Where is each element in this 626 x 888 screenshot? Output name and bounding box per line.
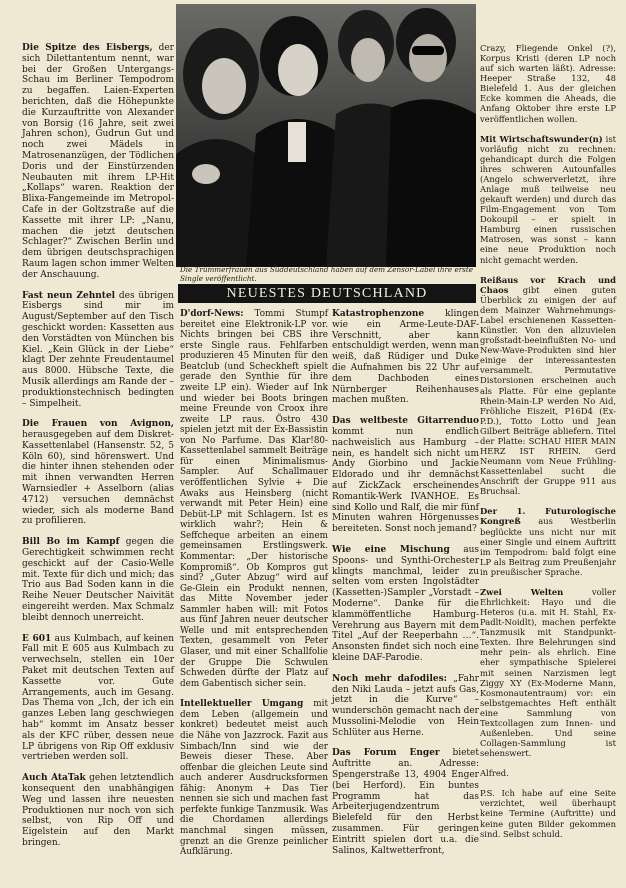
article-text: des übrigen Eisbergs sind mir im August/September auf den Tisch geschickt worden: Kassetten aus den Vorstädten von München bis Kiel. „Kein Glück in der Liebe“ klagt Der zehnte Freudentaumel aus 8000. Hübsche Texte, die Musik allerdings am Rande der – produktionstechnisch bedingten – Simpelheit. [22, 290, 174, 409]
article-text: voller Ehrlichkeit: Hayo und die Heteros (u.a. mit H. Stahl, Ex-Padlt-Noidlt), machen perfekte Tanzmusik mit Standpunkt-Texten. Ihre Belehrungen sind mehr pein- als ehrlich. Eine eher sympathische Spielerei mit seinen Narzismen legt Ziggy XY (Ex-Moderne Mann, Kosmonautentraum) vor: ein selbstgemachtes Heft enthält eine Sammlung von Textcollagen zum Innen- und Außenleben. Und seine Collagen-Sammlung ist sehenswert. [480, 586, 616, 759]
article-text: kommt nun endlich nachweislich aus Hamburg – nein, es handelt sich nicht um Andy Giorbino und Jackie Eldorado und ihr demnächst auf ZickZack erscheinendes Romantik-Werk IVANHOE. Es sind Kollo und Ralf, die mir fünf Minuten wahren Hörgenusses bereiteten. Sonst noch jemand? [332, 426, 479, 535]
article [332, 674, 479, 739]
photo-caption: Die Trümmerfrauen aus Süddeutschland haben auf dem Zensor-Label ihre erste Single veröffentlicht. [180, 265, 473, 283]
article [480, 275, 616, 497]
article [180, 309, 328, 689]
article-headline: Die Spitze des Eisbergs, [22, 43, 153, 53]
article [332, 309, 479, 406]
article-headline: Das weltbeste Gitarrenduo [332, 416, 479, 427]
article-headline: Noch mehr dafodiles: [332, 673, 447, 684]
article-text: gibt einen guten Überblick zu einigen der auf dem Mainzer Wahrnehmungs-Label erschienenen Kassetten-Künstler. Von den allzuvielen großstadt-beeinflußten No- und New-Wave-Produkten sind hier einige der interessantesten versammelt. Permutative Distorsionen erscheinen auch als Platte. Für eine geplante Rhein-Main-LP werden No Aid, Fröhliche Eiszeit, P16D4 (Ex-P.D.), Totto Lotto und Jean Gilbert Beiträge abliefern. Titel der Platte: SCHAU HIER MAIN HERZ IST RHEIN. Gerd Neumann vom Neue Frühling-Kassettenlabel sucht die Anschrift der Gruppe 911 aus Bruchsal. [480, 284, 616, 497]
column-1 [22, 43, 174, 859]
article [332, 416, 479, 535]
article-headline: Reißaus vor Krach und Chaos [480, 274, 616, 295]
article-text: herausgegeben auf dem Diskret-Kassettenlabel (Hansenstr. 52, 5 Köln 60), sind hörenswert. Und die hinter ihnen stehenden oder mit ihnen verwandten Herren Warnsiedler + Asselborn (alias 4712) versuchen demnächst wieder, sich als moderne Band zu profilieren. [22, 430, 174, 527]
article-text: gegen die Gerechtigkeit schwimmen recht geschickt auf der Casio-Welle mit. Texte für dich und mich; das Trio aus Bad Soden kann in die Reihe Neuer Deutscher Naivität eingereiht werden. Max Schmalz bleibt dennoch unerreicht. [22, 537, 174, 623]
article-headline: Mit Wirtschaftswunder(n) [480, 133, 603, 144]
article-text: aus Spoons- und Synthi-Orchester klingts manchmal, leider zu selten vom ersten Ingolstädter (Kassetten-)Sampler „Vorstadt – Moderne“. Danke für die klammöffentliche Hamburg-Verehrung aus Bayern mit dem Titel „Auf der Reeperbahn …“. Ansonsten findet sich noch eine kleine DAF-Parodie. [332, 544, 479, 663]
article-text: Crazy, Fliegende Onkel (?), Korpus Kristi (deren LP noch auf sich warten läßt). Adresse: Heeper Straße 132, 48 Bielefeld 1. Aus der gleichen Ecke kommen die Aheads, die Anfang Oktober ihre erste LP veröffentlichen wollen. [480, 43, 616, 124]
article [480, 134, 616, 265]
column-3 [332, 309, 479, 866]
article-headline: Fast neun Zehntel [22, 290, 116, 301]
column-2 [180, 309, 328, 868]
article [22, 419, 174, 527]
article-headline: Intellektueller Umgang [180, 699, 304, 710]
article [22, 537, 174, 623]
article-text: ist vorläufig nicht zu rechnen: gehandicapt durch die Folgen ihres schweren Autounfalles (Angelo schwerverletzt, ihre Anlage muß teilweise neu gekauft werden) und durch das Film-Engagement von Tom Dokoupil – er spielt in Hamburg einen russischen Matrosen, was sonst – kann eine neue Produktion noch nicht gemacht werden. [480, 133, 616, 265]
article-text: „Fahr den Niki Lauda – jetzt aufs Gas, jetzt in die Kurve“ – wunderschön gemacht nach der Mussolini-Melodie von Hein Schlüter aus Herne. [332, 673, 479, 738]
article-headline: Katastrophenzone [332, 309, 425, 319]
article-headline: D'dorf-News: [180, 309, 244, 319]
article-headline: Die Frauen von Avignon, [22, 419, 174, 430]
article [180, 699, 328, 857]
article-text: aus Westberlin beglückte uns nicht nur mit einer Single und einem Auftritt im Tempodrom: bald folgt eine LP als Beitrag zum Preußenjahr in preußischer Sprache. [480, 516, 616, 577]
article [22, 43, 174, 281]
article-headline: Das Forum Enger [332, 748, 440, 759]
article [480, 506, 616, 577]
article [480, 43, 616, 124]
article-headline: E 601 [22, 633, 52, 644]
section-banner: NEUESTES DEUTSCHLAND [178, 284, 476, 303]
article-headline: Zwei Welten [480, 586, 564, 597]
article-text: klingen wie ein Arme-Leute-DAF-Verschnitt, aber kann entschuldigt werden, wenn man weiß, daß Rüdiger und Duke die Aufnahmen bis 22 Uhr auf dem Dachboden eines Nürnberger Reihenhauses machen mußten. [332, 309, 479, 406]
article [22, 634, 174, 764]
article-text: bietet Auftritte an. Adresse: Spengerstraße 13, 4904 Enger (bei Herford). Ein buntes Programm hat das Arbeiterjugendzentrum Bielefeld für den Herbst zusammen. Für geringen Eintritt spielen dort u.a. die Salinos, Kaltwetterfront, [332, 748, 479, 856]
article-text: Tommi Stumpf bereitet eine Elektronik-LP vor. Nichts bringen bei CBS ihre erste Single raus. Fehlfarben produzieren 45 Minuten für den Beatclub (und Scheckheft spielt gerade den Synthie für ihre zweite LP ein). Wieder auf Ink und wieder bei Boots bringen meine Freunde von Croox ihre zweite LP raus. Östro 430 spielen jetzt mit der Ex-Bassistin von No Parfume. Das Klar!80-Kassettenlabel sammelt Beiträge für einen Minimalismus-Sampler. Auf Schallmauer veröffentlichen Sylvie + Die Awaks aus Heinsberg (nicht verwandt mit Peter Hein) eine Debüt-LP mit Schlagern. Ist es wirklich wahr?; Hein & Seffcheque arbeiten an einem gemeinsamen Erstlingswerk. Kommentar: „Der historische Kompromiß“. Ob Kompros gut sind? „Guter Abzug“ wird auf Ge-Glein ein Produkt nennen, das Mitte November jeder Sammler haben will: mit Fotos aus fünf Jahren neuer deutscher Welle und mit entsprechenden Texten, gesammelt von Peter Glaser, und mit einer Schallfolie der Gruppe Die Schwulen Schweden dürfte der Platz auf dem Gabentisch sicher sein. [180, 309, 329, 689]
article [22, 291, 174, 410]
article-text: gehen letztendlich konsequent den unabhängigen Weg und lassen ihre neuesten Produktionen nur noch von sich selbst, von Rip Off und Eigelstein auf den Markt bringen. [22, 773, 174, 848]
article [480, 587, 616, 758]
article-headline: Bill Bo im Kampf [22, 537, 120, 548]
column-4 [480, 43, 616, 849]
signature: Alfred. [480, 768, 509, 779]
article [332, 748, 479, 856]
article-text: aus Kulmbach, auf keinen Fall mit E 605 aus Kulmbach zu verwechseln, stellen ein 10er Paket mit deutschen Texten auf Kassette vor. Gute Arrangements, auch im Gesang. Das Thema von „Ich, der ich ein ganzes Leben lang geschwiegen hab“ kommt im Ansatz besser als der KFC rüber, dessen neue LP übrigens von Rip Off exklusiv vertrieben werden soll. [22, 633, 174, 763]
article [332, 545, 479, 664]
postscript: P.S. Ich habe auf eine Seite verzichtet, weil überhaupt keine Termine (Auftritte) und keine guten Bilder gekommen sind. Selbst schuld. [480, 788, 616, 839]
article-text: mit dem Leben (allgemein und konkret) bedeutet meist auch die Nähe von Jazzrock. Fazit aus Simbach/Inn sind wie der Beweis dieser These. Aber offenbar die gleichen Leute sind auch anderer Ausdrucksformen fähig: Anonym + Das Tier nennen sie sich und machen fast perfekte funkige Tanzmusik. Was die Chordamen allerdings manchmal singen müssen, grenzt an die Grenze peinlicher Aufklärung. [180, 699, 328, 858]
band-photo-illustration [176, 4, 476, 267]
article-headline: Auch AtaTak [22, 773, 86, 784]
article [22, 773, 174, 849]
article-headline: Der 1. Futurologische Kongreß [480, 506, 616, 527]
article-headline: Wie eine Mischung [332, 544, 450, 555]
band-photo [176, 4, 476, 267]
article-text: der sich Dilettantentum nennt, war bei der Großen Untergangs-Schau im Berliner Tempodrom zu begaffen. Laien-Experten berichten, daß die Höhepunkte die Kurzauftritte von Alexander von Borsig (16 Jahre, seit zwei Jahren schon), Gudrun Gut und noch zwei Mädels in Matrosenanzügen, der Tödlichen Doris und der Einstürzenden Neubauten mit ihrem LP-Hit „Kollaps“ waren. Reaktion der Blixa-Fangemeinde im Metropol-Cafe in der Goltzstraße auf die Kassette mit ihrer LP: „Nanu, machen die jetzt deutschen Schlager?“ Zwischen Berlin und dem übrigen deutschsprachigen Raum lagen schon immer Welten der Anschauung. [22, 43, 174, 280]
